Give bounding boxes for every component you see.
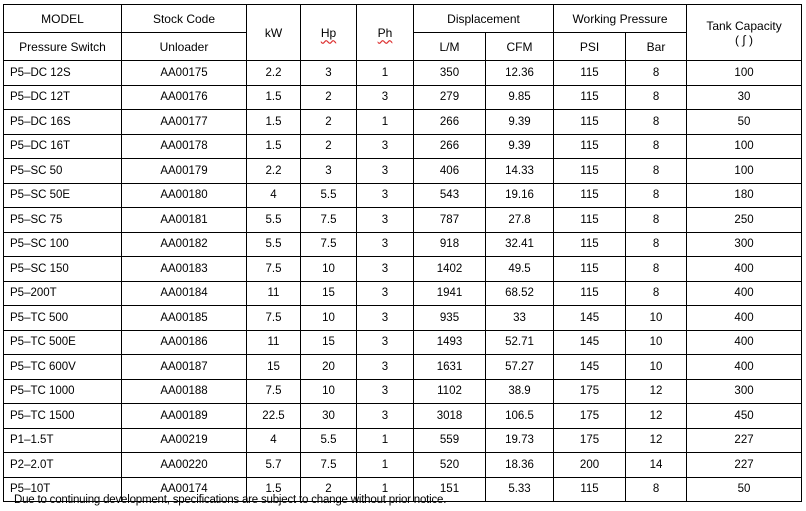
header-hp-label: Hp [320, 25, 337, 40]
cell-model: P1–1.5T [4, 428, 122, 453]
cell-bar: 8 [626, 134, 687, 159]
cell-tank-capacity: 30 [687, 85, 802, 110]
header-tank-capacity [687, 5, 802, 61]
cell-kw: 7.5 [247, 257, 301, 282]
table-row [4, 110, 802, 135]
cell-ph: 3 [357, 257, 414, 282]
table-row [4, 428, 802, 453]
table-row [4, 330, 802, 355]
cell-kw: 4 [247, 428, 301, 453]
cell-tank-capacity: 400 [687, 355, 802, 380]
cell-cfm: 18.36 [486, 453, 554, 478]
cell-psi: 175 [554, 428, 626, 453]
cell-model: P5–10T [4, 477, 122, 502]
cell-ph: 3 [357, 404, 414, 429]
cell-kw: 7.5 [247, 379, 301, 404]
table-row [4, 257, 802, 282]
cell-kw: 1.5 [247, 85, 301, 110]
cell-kw: 2.2 [247, 159, 301, 184]
cell-psi: 115 [554, 257, 626, 282]
cell-psi: 145 [554, 355, 626, 380]
header-ph-label: Ph [377, 25, 393, 40]
cell-stock-code: AA00185 [122, 306, 247, 331]
cell-stock-code: AA00184 [122, 281, 247, 306]
cell-psi: 115 [554, 134, 626, 159]
cell-lm: 279 [414, 85, 486, 110]
cell-lm: 520 [414, 453, 486, 478]
cell-ph: 3 [357, 306, 414, 331]
table-row [4, 134, 802, 159]
cell-kw: 7.5 [247, 306, 301, 331]
cell-hp: 15 [301, 330, 357, 355]
cell-psi: 200 [554, 453, 626, 478]
cell-hp: 2 [301, 85, 357, 110]
cell-model: P5–TC 500E [4, 330, 122, 355]
cell-stock-code: AA00189 [122, 404, 247, 429]
cell-kw: 22.5 [247, 404, 301, 429]
cell-psi: 175 [554, 404, 626, 429]
cell-bar: 10 [626, 330, 687, 355]
cell-ph: 1 [357, 453, 414, 478]
cell-ph: 3 [357, 208, 414, 233]
cell-bar: 10 [626, 306, 687, 331]
cell-psi: 145 [554, 330, 626, 355]
cell-tank-capacity: 100 [687, 61, 802, 86]
cell-ph: 1 [357, 477, 414, 502]
cell-hp: 2 [301, 134, 357, 159]
cell-stock-code: AA00176 [122, 85, 247, 110]
cell-hp: 30 [301, 404, 357, 429]
cell-stock-code: AA00175 [122, 61, 247, 86]
cell-tank-capacity: 50 [687, 477, 802, 502]
cell-ph: 3 [357, 183, 414, 208]
cell-tank-capacity: 227 [687, 428, 802, 453]
cell-cfm: 5.33 [486, 477, 554, 502]
cell-tank-capacity: 400 [687, 281, 802, 306]
cell-model: P5–DC 16T [4, 134, 122, 159]
table-row [4, 355, 802, 380]
cell-lm: 406 [414, 159, 486, 184]
cell-cfm: 19.73 [486, 428, 554, 453]
cell-lm: 935 [414, 306, 486, 331]
cell-bar: 12 [626, 379, 687, 404]
cell-stock-code: AA00180 [122, 183, 247, 208]
cell-lm: 1402 [414, 257, 486, 282]
table-row [4, 379, 802, 404]
cell-stock-code: AA00183 [122, 257, 247, 282]
cell-bar: 8 [626, 183, 687, 208]
cell-tank-capacity: 100 [687, 134, 802, 159]
cell-bar: 8 [626, 257, 687, 282]
cell-cfm: 19.16 [486, 183, 554, 208]
cell-kw: 1.5 [247, 110, 301, 135]
cell-bar: 8 [626, 110, 687, 135]
cell-ph: 3 [357, 85, 414, 110]
cell-psi: 115 [554, 61, 626, 86]
cell-lm: 151 [414, 477, 486, 502]
header-unloader: Unloader [122, 33, 247, 61]
table-row [4, 281, 802, 306]
cell-hp: 15 [301, 281, 357, 306]
cell-psi: 115 [554, 110, 626, 135]
cell-kw: 5.7 [247, 453, 301, 478]
cell-hp: 5.5 [301, 428, 357, 453]
cell-bar: 14 [626, 453, 687, 478]
cell-model: P5–TC 600V [4, 355, 122, 380]
cell-lm: 266 [414, 134, 486, 159]
table-row [4, 208, 802, 233]
cell-hp: 3 [301, 61, 357, 86]
cell-lm: 350 [414, 61, 486, 86]
cell-stock-code: AA00188 [122, 379, 247, 404]
cell-kw: 5.5 [247, 232, 301, 257]
cell-lm: 1102 [414, 379, 486, 404]
table-header [4, 5, 802, 61]
cell-cfm: 33 [486, 306, 554, 331]
cell-ph: 3 [357, 159, 414, 184]
cell-psi: 145 [554, 306, 626, 331]
cell-hp: 20 [301, 355, 357, 380]
cell-bar: 8 [626, 61, 687, 86]
cell-model: P5–SC 75 [4, 208, 122, 233]
table-row [4, 61, 802, 86]
cell-hp: 5.5 [301, 183, 357, 208]
cell-tank-capacity: 300 [687, 232, 802, 257]
cell-hp: 7.5 [301, 208, 357, 233]
cell-hp: 10 [301, 379, 357, 404]
table-row [4, 183, 802, 208]
cell-model: P2–2.0T [4, 453, 122, 478]
header-displacement: Displacement [414, 5, 554, 33]
cell-stock-code: AA00178 [122, 134, 247, 159]
header-tank-capacity-label: Tank Capacity [706, 18, 782, 33]
cell-lm: 1493 [414, 330, 486, 355]
cell-tank-capacity: 50 [687, 110, 802, 135]
cell-tank-capacity: 450 [687, 404, 802, 429]
cell-tank-capacity: 250 [687, 208, 802, 233]
cell-model: P5–TC 500 [4, 306, 122, 331]
cell-hp: 2 [301, 477, 357, 502]
cell-psi: 115 [554, 85, 626, 110]
cell-bar: 8 [626, 159, 687, 184]
cell-model: P5–SC 100 [4, 232, 122, 257]
cell-ph: 3 [357, 281, 414, 306]
cell-stock-code: AA00219 [122, 428, 247, 453]
cell-model: P5–DC 16S [4, 110, 122, 135]
cell-cfm: 38.9 [486, 379, 554, 404]
cell-cfm: 9.39 [486, 134, 554, 159]
cell-model: P5–TC 1000 [4, 379, 122, 404]
cell-cfm: 106.5 [486, 404, 554, 429]
cell-ph: 1 [357, 110, 414, 135]
cell-kw: 5.5 [247, 208, 301, 233]
cell-tank-capacity: 400 [687, 257, 802, 282]
cell-stock-code: AA00186 [122, 330, 247, 355]
cell-tank-capacity: 180 [687, 183, 802, 208]
cell-model: P5–DC 12S [4, 61, 122, 86]
cell-tank-capacity: 100 [687, 159, 802, 184]
cell-lm: 266 [414, 110, 486, 135]
footnote: Due to continuing development, specifications are subject to change without prior notice. [14, 494, 447, 506]
cell-model: P5–TC 1500 [4, 404, 122, 429]
cell-kw: 15 [247, 355, 301, 380]
table-row [4, 306, 802, 331]
cell-ph: 3 [357, 355, 414, 380]
cell-ph: 3 [357, 379, 414, 404]
cell-lm: 787 [414, 208, 486, 233]
cell-lm: 543 [414, 183, 486, 208]
cell-kw: 2.2 [247, 61, 301, 86]
cell-bar: 8 [626, 281, 687, 306]
table-row [4, 232, 802, 257]
header-kw: kW [247, 5, 301, 61]
cell-psi: 115 [554, 208, 626, 233]
cell-stock-code: AA00174 [122, 477, 247, 502]
cell-cfm: 9.85 [486, 85, 554, 110]
cell-cfm: 14.33 [486, 159, 554, 184]
cell-cfm: 12.36 [486, 61, 554, 86]
header-tank-unit: ( ∫ ) [735, 32, 753, 47]
cell-bar: 12 [626, 428, 687, 453]
table-row [4, 159, 802, 184]
cell-psi: 115 [554, 232, 626, 257]
cell-cfm: 68.52 [486, 281, 554, 306]
cell-bar: 8 [626, 85, 687, 110]
table-body [4, 61, 802, 502]
cell-hp: 7.5 [301, 453, 357, 478]
header-model: MODEL [4, 5, 122, 33]
cell-lm: 3018 [414, 404, 486, 429]
table-row [4, 85, 802, 110]
cell-bar: 8 [626, 208, 687, 233]
cell-kw: 11 [247, 281, 301, 306]
cell-bar: 8 [626, 232, 687, 257]
cell-tank-capacity: 300 [687, 379, 802, 404]
cell-bar: 10 [626, 355, 687, 380]
cell-cfm: 57.27 [486, 355, 554, 380]
cell-model: P5–200T [4, 281, 122, 306]
cell-stock-code: AA00179 [122, 159, 247, 184]
cell-stock-code: AA00187 [122, 355, 247, 380]
cell-lm: 1631 [414, 355, 486, 380]
cell-tank-capacity: 227 [687, 453, 802, 478]
cell-ph: 3 [357, 134, 414, 159]
cell-psi: 115 [554, 281, 626, 306]
cell-psi: 115 [554, 477, 626, 502]
cell-kw: 4 [247, 183, 301, 208]
cell-hp: 10 [301, 257, 357, 282]
cell-lm: 918 [414, 232, 486, 257]
header-cfm: CFM [486, 33, 554, 61]
cell-stock-code: AA00177 [122, 110, 247, 135]
cell-bar: 12 [626, 404, 687, 429]
cell-hp: 10 [301, 306, 357, 331]
cell-cfm: 52.71 [486, 330, 554, 355]
cell-tank-capacity: 400 [687, 330, 802, 355]
cell-psi: 175 [554, 379, 626, 404]
cell-model: P5–SC 50 [4, 159, 122, 184]
cell-lm: 1941 [414, 281, 486, 306]
cell-model: P5–DC 12T [4, 85, 122, 110]
cell-cfm: 27.8 [486, 208, 554, 233]
cell-kw: 11 [247, 330, 301, 355]
cell-cfm: 9.39 [486, 110, 554, 135]
cell-psi: 115 [554, 159, 626, 184]
cell-tank-capacity: 400 [687, 306, 802, 331]
header-stock-code: Stock Code [122, 5, 247, 33]
table-row [4, 453, 802, 478]
cell-ph: 3 [357, 232, 414, 257]
cell-kw: 1.5 [247, 477, 301, 502]
header-lm: L/M [414, 33, 486, 61]
header-hp [301, 5, 357, 61]
cell-kw: 1.5 [247, 134, 301, 159]
cell-cfm: 49.5 [486, 257, 554, 282]
cell-stock-code: AA00181 [122, 208, 247, 233]
cell-hp: 2 [301, 110, 357, 135]
header-ph [357, 5, 414, 61]
cell-lm: 559 [414, 428, 486, 453]
cell-ph: 1 [357, 428, 414, 453]
cell-model: P5–SC 150 [4, 257, 122, 282]
cell-hp: 3 [301, 159, 357, 184]
spec-table [3, 4, 802, 502]
cell-cfm: 32.41 [486, 232, 554, 257]
header-working-pressure: Working Pressure [554, 5, 687, 33]
table-row [4, 404, 802, 429]
header-psi: PSI [554, 33, 626, 61]
cell-stock-code: AA00182 [122, 232, 247, 257]
cell-hp: 7.5 [301, 232, 357, 257]
cell-ph: 1 [357, 61, 414, 86]
cell-bar: 8 [626, 477, 687, 502]
cell-ph: 3 [357, 330, 414, 355]
cell-stock-code: AA00220 [122, 453, 247, 478]
header-pressure-switch: Pressure Switch [4, 33, 122, 61]
cell-psi: 115 [554, 183, 626, 208]
header-bar: Bar [626, 33, 687, 61]
cell-model: P5–SC 50E [4, 183, 122, 208]
